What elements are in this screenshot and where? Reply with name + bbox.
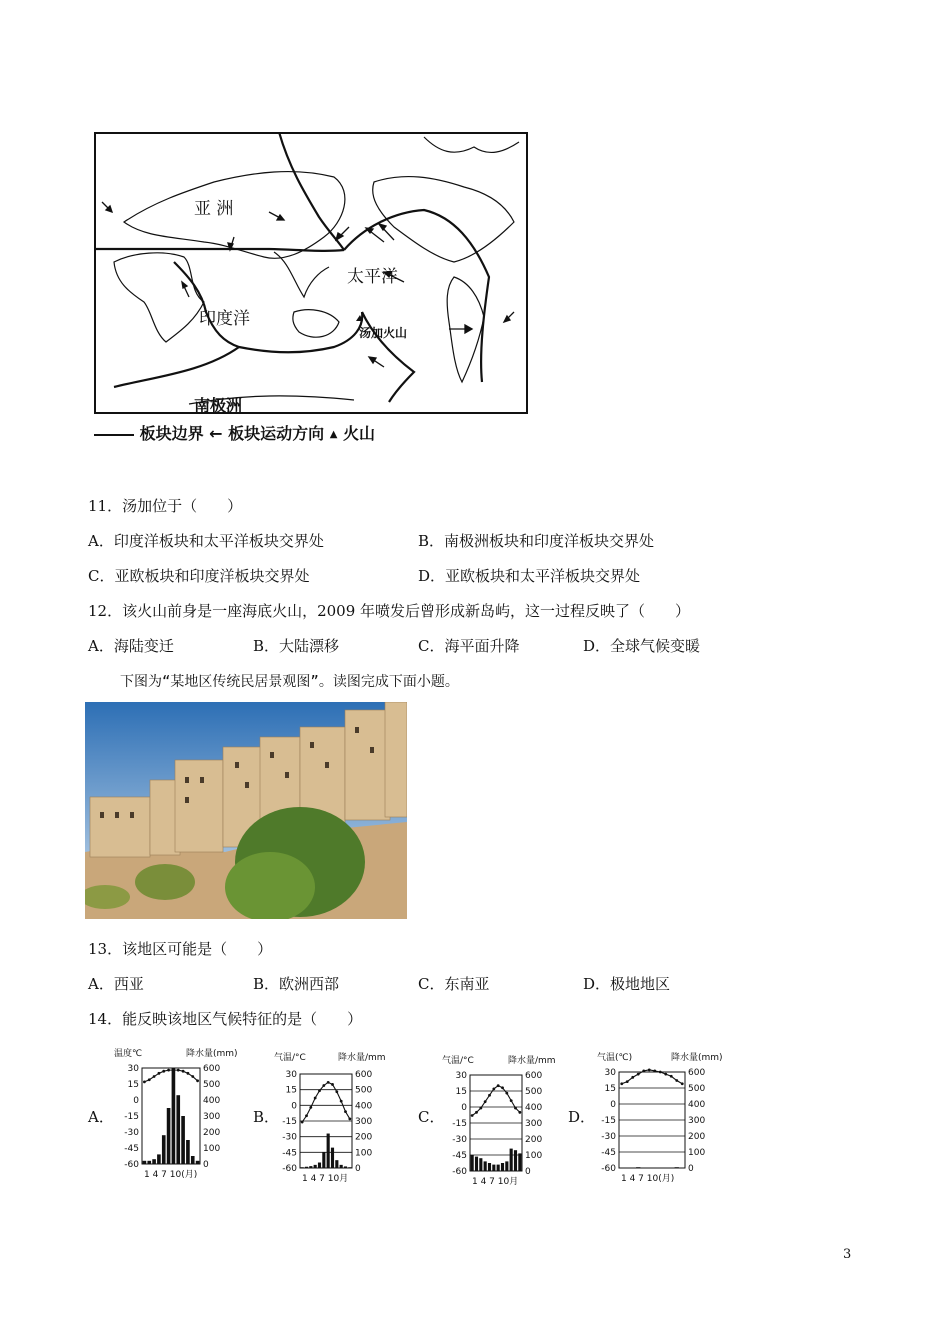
chart-d-left-tick: 15	[604, 1084, 616, 1094]
chart-d-temp-point	[642, 1070, 645, 1073]
chart-a-temp-point	[162, 1070, 165, 1073]
chart-d-right-tick: 400	[688, 1100, 706, 1110]
chart-c-right-tick: 300	[525, 1119, 543, 1129]
chart-b-precip-bar	[327, 1134, 330, 1168]
chart-b-left-tick: 0	[291, 1101, 297, 1112]
chart-a-temp-point	[187, 1072, 190, 1075]
chart-c-left-tick: -15	[452, 1119, 467, 1129]
chart-d-temp-point	[681, 1082, 684, 1085]
chart-b-temp-point	[305, 1114, 308, 1117]
question-12-option-a: A．海陆变迁	[88, 637, 174, 655]
chart-d-temp-point	[659, 1071, 662, 1074]
climate-chart-b	[272, 1050, 390, 1192]
arrow-left-icon: ←	[209, 424, 223, 443]
chart-c-precip-bar	[488, 1163, 491, 1171]
chart-c-precip-bar	[475, 1157, 478, 1171]
chart-a-temp-point	[143, 1080, 146, 1083]
chart-a-right-tick: 400	[203, 1096, 221, 1106]
chart-d-temp-point	[620, 1082, 623, 1085]
chart-c-right-tick: 0	[525, 1167, 531, 1177]
chart-b-xlabel: 1 4 7 10月	[302, 1174, 349, 1184]
chart-b-left-tick: -15	[282, 1117, 297, 1127]
chart-c-xlabel: 1 4 7 10月	[472, 1177, 519, 1187]
chart-d-left-tick: 30	[604, 1068, 616, 1078]
chart-c-precip-bar	[510, 1149, 513, 1171]
chart-c-precip-bar	[501, 1163, 504, 1171]
chart-c-precip-bar	[518, 1153, 521, 1171]
chart-b-right-tick: 400	[355, 1101, 373, 1112]
chart-c-temp-point	[475, 1111, 478, 1114]
chart-b-left-tick: 30	[285, 1070, 297, 1080]
chart-d-left-tick: -15	[601, 1116, 616, 1126]
chart-a-precip-bar	[167, 1108, 171, 1164]
chart-c-precip-bar	[505, 1161, 508, 1171]
chart-a-ylabel-right: 降水量(mm)	[186, 1049, 238, 1059]
question-13-option-b: B．欧洲西部	[253, 975, 340, 993]
chart-c-precip-bar	[492, 1165, 495, 1171]
boundary-line-icon	[94, 434, 134, 436]
chart-a-right-tick: 100	[203, 1144, 221, 1154]
chart-d-left-tick: -30	[601, 1132, 616, 1142]
chart-d-left-tick: 0	[610, 1100, 616, 1110]
chart-d-right-tick: 0	[688, 1164, 694, 1174]
chart-c-temp-point	[484, 1100, 487, 1103]
chart-d-precip-bar	[675, 1167, 679, 1168]
chart-a-xlabel: 1 4 7 10(月)	[144, 1170, 198, 1180]
chart-a-precip-bar	[176, 1095, 180, 1164]
chart-b-precip-bar	[318, 1163, 321, 1168]
question-13-option-a: A．西亚	[88, 975, 144, 993]
chart-a-left-tick: -15	[124, 1112, 139, 1122]
question-13-stem: 13．该地区可能是（ ）	[88, 940, 273, 958]
chart-d-temp-point	[670, 1075, 673, 1078]
question-14-option-a: A．	[88, 1108, 114, 1126]
chart-a-right-tick: 200	[203, 1128, 221, 1138]
chart-b-temp-point	[331, 1083, 334, 1086]
chart-c-right-tick: 600	[525, 1071, 543, 1081]
legend-volcano: 火山	[343, 424, 376, 443]
question-13-option-d: D．极地地区	[583, 975, 671, 993]
traditional-dwelling-photo	[85, 702, 407, 919]
passage-intro: 下图为“某地区传统民居景观图”。读图完成下面小题。	[120, 674, 459, 690]
map-legend	[94, 421, 375, 444]
chart-a-temp-point	[167, 1069, 170, 1072]
question-11-stem: 11．汤加位于（ ）	[88, 497, 243, 515]
chart-b-precip-bar	[301, 1167, 304, 1168]
chart-d-temp-point	[637, 1073, 640, 1076]
chart-b-temp-point	[318, 1089, 321, 1092]
chart-a-temp-point	[196, 1079, 199, 1082]
chart-c-temp-point	[518, 1111, 521, 1114]
map-label-pacific: 太平洋	[347, 267, 398, 287]
climate-chart-a	[112, 1046, 252, 1188]
chart-a-temp-point	[182, 1070, 185, 1073]
chart-a-temp-point	[172, 1069, 175, 1072]
plate-boundary-map	[94, 132, 528, 414]
map-label-tonga: 汤加火山	[359, 326, 408, 340]
chart-c-left-tick: -30	[452, 1135, 467, 1145]
question-13-option-c: C．东南亚	[418, 975, 490, 993]
chart-c-left-tick: -60	[452, 1167, 467, 1177]
chart-a-precip-bar	[152, 1159, 156, 1164]
chart-b-temp-point	[335, 1090, 338, 1093]
chart-b-ylabel-right: 降水量/mm	[338, 1053, 386, 1063]
chart-d-left-tick: -45	[601, 1148, 616, 1158]
chart-c-temp-point	[497, 1084, 500, 1087]
chart-a-temp-point	[158, 1072, 161, 1075]
chart-b-right-tick: 200	[355, 1132, 373, 1143]
chart-d-temp-point	[631, 1076, 634, 1079]
chart-c-right-tick: 200	[525, 1135, 543, 1145]
legend-boundary: 板块边界	[139, 424, 204, 443]
chart-a-temp-point	[153, 1075, 156, 1078]
chart-c-temp-point	[505, 1092, 508, 1095]
question-12-stem: 12．该火山前身是一座海底火山，2009 年喷发后曾形成新岛屿，这一过程反映了（ ）	[88, 602, 691, 620]
question-11-option-b: B．南极洲板块和印度洋板块交界处	[418, 532, 655, 550]
chart-a-left-tick: -30	[124, 1128, 139, 1138]
chart-d-right-tick: 500	[688, 1084, 706, 1094]
chart-b-precip-bar	[322, 1152, 325, 1168]
chart-a-frame	[142, 1068, 200, 1164]
chart-a-temp-point	[191, 1075, 194, 1078]
chart-c-left-tick: -45	[452, 1151, 467, 1161]
chart-d-right-tick: 300	[688, 1116, 706, 1126]
chart-c-ylabel-left: 气温/°C	[442, 1056, 474, 1066]
chart-c-precip-bar	[484, 1161, 487, 1171]
chart-d-temp-point	[664, 1073, 667, 1076]
chart-b-temp-point	[301, 1121, 304, 1124]
chart-b-ylabel-left: 气温/°C	[274, 1053, 306, 1063]
climate-chart-d	[595, 1050, 735, 1192]
chart-b-precip-bar	[309, 1166, 312, 1168]
question-11-option-a: A．印度洋板块和太平洋板块交界处	[88, 532, 324, 550]
question-14-option-d: D．	[568, 1108, 596, 1126]
chart-d-temp-point	[648, 1068, 651, 1071]
chart-c-temp-point	[514, 1107, 517, 1110]
chart-d-temp-point	[653, 1070, 656, 1073]
chart-c-right-tick: 500	[525, 1087, 543, 1097]
chart-a-left-tick: -60	[124, 1160, 139, 1170]
question-14-option-c: C．	[418, 1108, 445, 1126]
chart-b-temp-point	[348, 1118, 351, 1121]
chart-c-temp-point	[510, 1099, 513, 1102]
chart-b-left-tick: -60	[282, 1164, 297, 1174]
chart-d-left-tick: -60	[601, 1164, 616, 1174]
chart-b-right-tick: 0	[355, 1164, 361, 1174]
chart-b-precip-bar	[340, 1165, 343, 1168]
volcano-legend-icon: ▲	[329, 429, 338, 440]
chart-a-right-tick: 300	[203, 1112, 221, 1122]
chart-a-left-tick: 15	[127, 1080, 139, 1090]
question-12-option-d: D．全球气候变暖	[583, 637, 701, 655]
chart-a-left-tick: 30	[127, 1064, 139, 1074]
chart-b-precip-bar	[335, 1160, 338, 1168]
map-label-asia: 亚 洲	[194, 199, 234, 219]
chart-d-precip-bar	[636, 1167, 640, 1168]
chart-c-ylabel-right: 降水量/mm	[508, 1056, 556, 1066]
chart-d-right-tick: 200	[688, 1132, 706, 1142]
map-label-antarctica: 南极洲	[194, 396, 243, 414]
chart-b-right-tick: 300	[355, 1117, 373, 1127]
chart-a-left-tick: -45	[124, 1144, 139, 1154]
chart-a-precip-bar	[162, 1135, 166, 1164]
chart-a-left-tick: 0	[133, 1096, 139, 1106]
question-12-option-b: B．大陆漂移	[253, 637, 340, 655]
chart-c-temp-point	[492, 1087, 495, 1090]
chart-a-temp-line	[144, 1070, 197, 1082]
chart-c-right-tick: 400	[525, 1103, 543, 1113]
chart-b-temp-point	[340, 1100, 343, 1103]
chart-d-ylabel-right: 降水量(mm)	[671, 1053, 723, 1063]
chart-b-precip-bar	[331, 1148, 334, 1168]
chart-d-ylabel-left: 气温(℃)	[597, 1053, 633, 1063]
chart-c-left-tick: 0	[461, 1103, 467, 1113]
chart-a-precip-bar	[172, 1068, 176, 1164]
chart-c-temp-point	[488, 1094, 491, 1097]
chart-c-temp-point	[479, 1107, 482, 1110]
question-11-option-d: D．亚欧板块和太平洋板块交界处	[418, 567, 641, 585]
chart-c-precip-bar	[479, 1158, 482, 1171]
chart-c-right-tick: 100	[525, 1151, 543, 1161]
chart-c-temp-point	[501, 1086, 504, 1089]
chart-a-precip-bar	[157, 1154, 161, 1164]
chart-d-xlabel: 1 4 7 10(月)	[621, 1174, 675, 1184]
chart-b-temp-point	[322, 1084, 325, 1087]
chart-d-right-tick: 100	[688, 1148, 706, 1158]
chart-c-temp-point	[471, 1114, 474, 1117]
climate-chart-c	[440, 1053, 560, 1195]
chart-b-temp-point	[314, 1097, 317, 1100]
chart-c-temp-line	[472, 1086, 520, 1116]
chart-c-precip-bar	[471, 1155, 474, 1171]
chart-c-left-tick: 15	[455, 1087, 467, 1097]
chart-a-ylabel-left: 温度℃	[114, 1049, 143, 1059]
map-label-indian: 印度洋	[199, 309, 250, 329]
chart-a-temp-point	[148, 1078, 151, 1081]
question-14-stem: 14．能反映该地区气候特征的是（ ）	[88, 1010, 363, 1028]
chart-a-precip-bar	[181, 1116, 185, 1164]
chart-b-temp-point	[344, 1110, 347, 1113]
chart-b-left-tick: -30	[282, 1132, 297, 1143]
chart-b-right-tick: 600	[355, 1070, 373, 1080]
chart-a-precip-bar	[143, 1161, 147, 1164]
chart-c-precip-bar	[514, 1150, 517, 1171]
page-number: 3	[843, 1247, 852, 1262]
chart-c-left-tick: 30	[455, 1071, 467, 1081]
chart-d-temp-point	[675, 1079, 678, 1082]
chart-b-precip-bar	[314, 1165, 317, 1168]
chart-d-temp-point	[626, 1080, 629, 1083]
chart-d-right-tick: 600	[688, 1068, 706, 1078]
chart-b-temp-line	[302, 1082, 350, 1122]
chart-a-precip-bar	[147, 1161, 151, 1164]
question-12-option-c: C．海平面升降	[418, 637, 520, 655]
legend-direction: 板块运动方向	[228, 424, 325, 443]
chart-a-precip-bar	[191, 1156, 195, 1164]
chart-b-left-tick: -45	[282, 1148, 297, 1159]
chart-a-right-tick: 500	[203, 1080, 221, 1090]
chart-b-precip-bar	[344, 1166, 347, 1168]
chart-a-right-tick: 0	[203, 1160, 209, 1170]
chart-a-precip-bar	[196, 1161, 200, 1164]
chart-b-right-tick: 500	[355, 1085, 373, 1096]
chart-b-temp-point	[309, 1106, 312, 1109]
chart-b-precip-bar	[305, 1167, 308, 1168]
chart-a-precip-bar	[186, 1140, 190, 1164]
question-11-option-c: C．亚欧板块和印度洋板块交界处	[88, 567, 310, 585]
chart-b-right-tick: 100	[355, 1148, 373, 1159]
question-14-option-b: B．	[253, 1108, 280, 1126]
chart-c-precip-bar	[497, 1165, 500, 1171]
chart-a-temp-point	[177, 1069, 180, 1072]
chart-b-left-tick: 15	[285, 1085, 297, 1096]
chart-b-precip-bar	[348, 1167, 351, 1168]
chart-a-right-tick: 600	[203, 1064, 221, 1074]
chart-b-temp-point	[327, 1081, 330, 1084]
